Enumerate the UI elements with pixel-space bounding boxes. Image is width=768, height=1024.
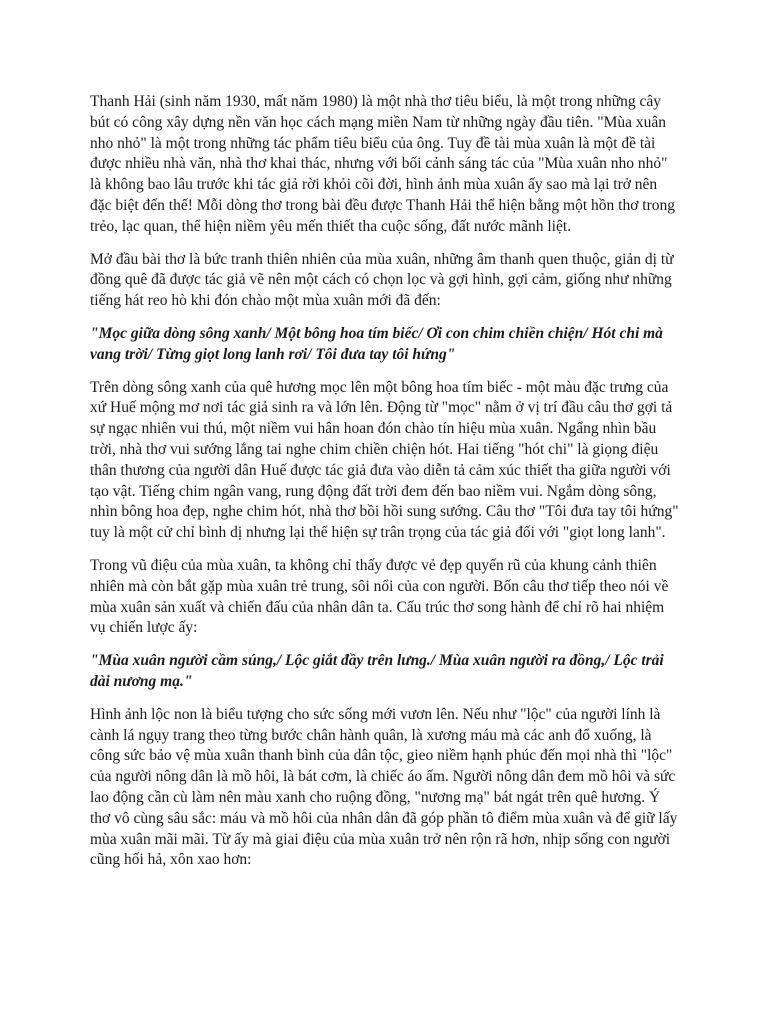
- analysis-paragraph-1: Trên dòng sông xanh của quê hương mọc lên một bông hoa tím biếc - một màu đặc trưng của xứ Huế mộng mơ nơi tác giả sinh ra và lớn lên. Động từ "mọc" nằm ở vị trí đầu câu thơ gợi tả sự ngạc nhiên vui thú, một niềm vui hân hoan đón chào tín hiệu mùa xuân. Ngẩng nhìn bầu trời, nhà thơ vui sướng lắng tai nghe chim chiền chiện hót. Hai tiếng "hót chi" là giọng điệu thân thương của người dân Huế được tác giả đưa vào diễn tả cảm xúc thiết tha giữa người với tạo vật. Tiếng chim ngân vang, rung động đất trời đem đến bao niềm vui. Ngắm dòng sông, nhìn bông hoa đẹp, nghe chim hót, nhà thơ bồi hồi sung sướng. Câu thơ "Tôi đưa tay tôi hứng" tuy là một cử chỉ bình dị nhưng lại thể hiện sự trân trọng của tác giả đối với "giọt long lanh".: [90, 378, 679, 542]
- poem-quote-2: "Mùa xuân người cầm súng,/ Lộc giắt đầy trên lưng./ Mùa xuân người ra đồng,/ Lộc trải dài nương mạ.": [90, 652, 664, 690]
- intro-paragraph: Thanh Hải (sinh năm 1930, mất năm 1980) là một nhà thơ tiêu biểu, là một trong những cây bút có công xây dựng nền văn học cách mạng miền Nam từ những ngày đầu tiên. "Mùa xuân nho nhỏ" là một trong những tác phẩm tiêu biểu của ông. Tuy đề tài mùa xuân là một đề tài được nhiều nhà văn, nhà thơ khai thác, nhưng với bối cảnh sáng tác của "Mùa xuân nho nhỏ" là không bao lâu trước khi tác giả rời khỏi cõi đời, hình ảnh mùa xuân ấy sao mà lại trở nên đặc biệt đến thế! Mỗi dòng thơ trong bài đều được Thanh Hải thể hiện bằng một hồn thơ trong trẻo, lạc quan, thể hiện niềm yêu mến thiết tha cuộc sống, đất nước mãnh liệt.: [90, 93, 675, 235]
- analysis-paragraph-3: Hình ảnh lộc non là biểu tượng cho sức sống mới vươn lên. Nếu như "lộc" của người lính là cành lá ngụy trang theo từng bước chân hành quân, là xương máu mà các anh đổ xuống, là công sức bảo vệ mùa xuân thanh bình của dân tộc, gieo niềm hạnh phúc đến mọi nhà thì "lộc" của người nông dân là mồ hôi, là bát cơm, là chiếc áo ấm. Người nông dân đem mồ hôi và sức lao động cần cù làm nên màu xanh cho ruộng đồng, "nương mạ" bát ngát trên quê hương. Ý thơ vô cùng sâu sắc: máu và mồ hôi của nhân dân đã góp phần tô điểm mùa xuân và để giữ lấy mùa xuân mãi mãi. Từ ấy mà giai điệu của mùa xuân trở nên rộn rã hơn, nhịp sống con người cũng hối hả, xôn xao hơn:: [90, 705, 678, 869]
- poem-quote-1: "Mọc giữa dòng sông xanh/ Một bông hoa tím biếc/ Ơi con chim chiền chiện/ Hót chi mà vang trời/ Từng giọt long lanh rơi/ Tôi đưa tay tôi hứng": [90, 324, 663, 363]
- analysis-paragraph-2: Trong vũ điệu của mùa xuân, ta không chỉ thấy được vẻ đẹp quyến rũ của khung cảnh thiên nhiên mà còn bắt gặp mùa xuân trẻ trung, sôi nổi của con người. Bốn câu thơ tiếp theo nói về mùa xuân sản xuất và chiến đấu của nhân dân ta. Cấu trúc thơ song hành để chỉ rõ hai nhiệm vụ chiến lược ấy:: [90, 556, 669, 637]
- opening-paragraph: Mở đầu bài thơ là bức tranh thiên nhiên của mùa xuân, những âm thanh quen thuộc, giản dị từ đồng quê đã được tác giả vẽ nên một cách có chọn lọc và gợi hình, gợi cảm, giống như những tiếng hát reo hò khi đón chào một mùa xuân mới đã đến:: [90, 250, 674, 310]
- document-page: [90, 92, 682, 883]
